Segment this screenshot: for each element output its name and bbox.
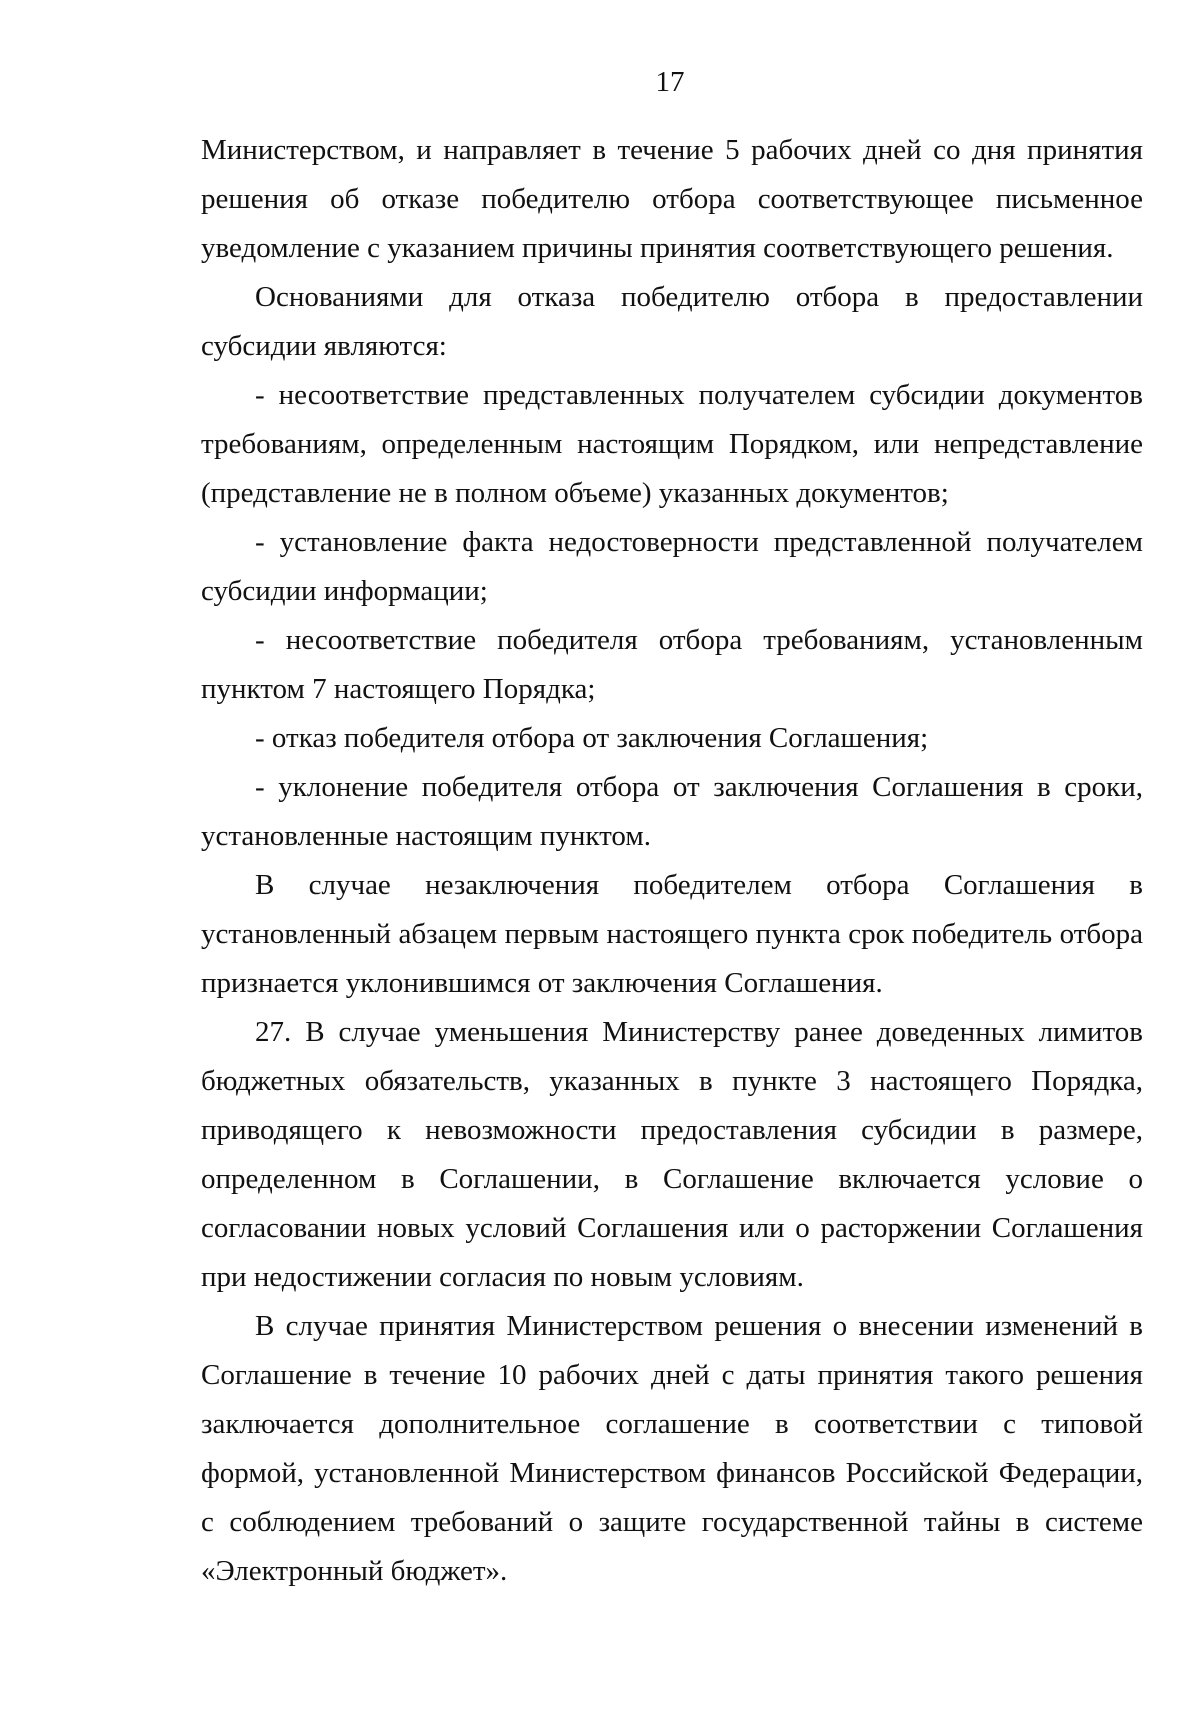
page-number: 17 [655, 66, 685, 98]
paragraph: Министерством, и направляет в течение 5 рабочих дней со дня принятия решения об отказе победителю отбора соответствующее письменное уведомление с указанием причины принятия соответствующего решения. [201, 134, 1143, 264]
list-item: - уклонение победителя отбора от заключения Соглашения в сроки, установленные настоящим пунктом. [201, 771, 1143, 852]
paragraph: 27. В случае уменьшения Министерству ранее доведенных лимитов бюджетных обязательств, указанных в пункте 3 настоящего Порядка, приводящего к невозможности предоставления субсидии в размере, определенном в Соглашении, в Соглашение включается условие о согласовании новых условий Соглашения или о расторжении Соглашения при недостижении согласия по новым условиям. [201, 1016, 1143, 1293]
list-item: - несоответствие представленных получателем субсидии документов требованиям, определенным настоящим Порядком, или непредставление (представление не в полном объеме) указанных документов; [201, 379, 1143, 509]
list-item: - несоответствие победителя отбора требованиям, установленным пунктом 7 настоящего Порядка; [201, 624, 1143, 705]
document-body [201, 126, 1143, 1596]
list-item: - установление факта недостоверности представленной получателем субсидии информации; [201, 526, 1143, 607]
list-item: - отказ победителя отбора от заключения Соглашения; [255, 722, 929, 754]
paragraph: Основаниями для отказа победителю отбора в предоставлении субсидии являются: [201, 281, 1143, 362]
paragraph: В случае принятия Министерством решения о внесении изменений в Соглашение в течение 10 рабочих дней с даты принятия такого решения заключается дополнительное соглашение в соответствии с типовой формой, установленной Министерством финансов Российской Федерации, с соблюдением требований о защите государственной тайны в системе «Электронный бюджет». [201, 1310, 1143, 1587]
paragraph: В случае незаключения победителем отбора Соглашения в установленный абзацем первым настоящего пункта срок победитель отбора признается уклонившимся от заключения Соглашения. [201, 869, 1143, 999]
